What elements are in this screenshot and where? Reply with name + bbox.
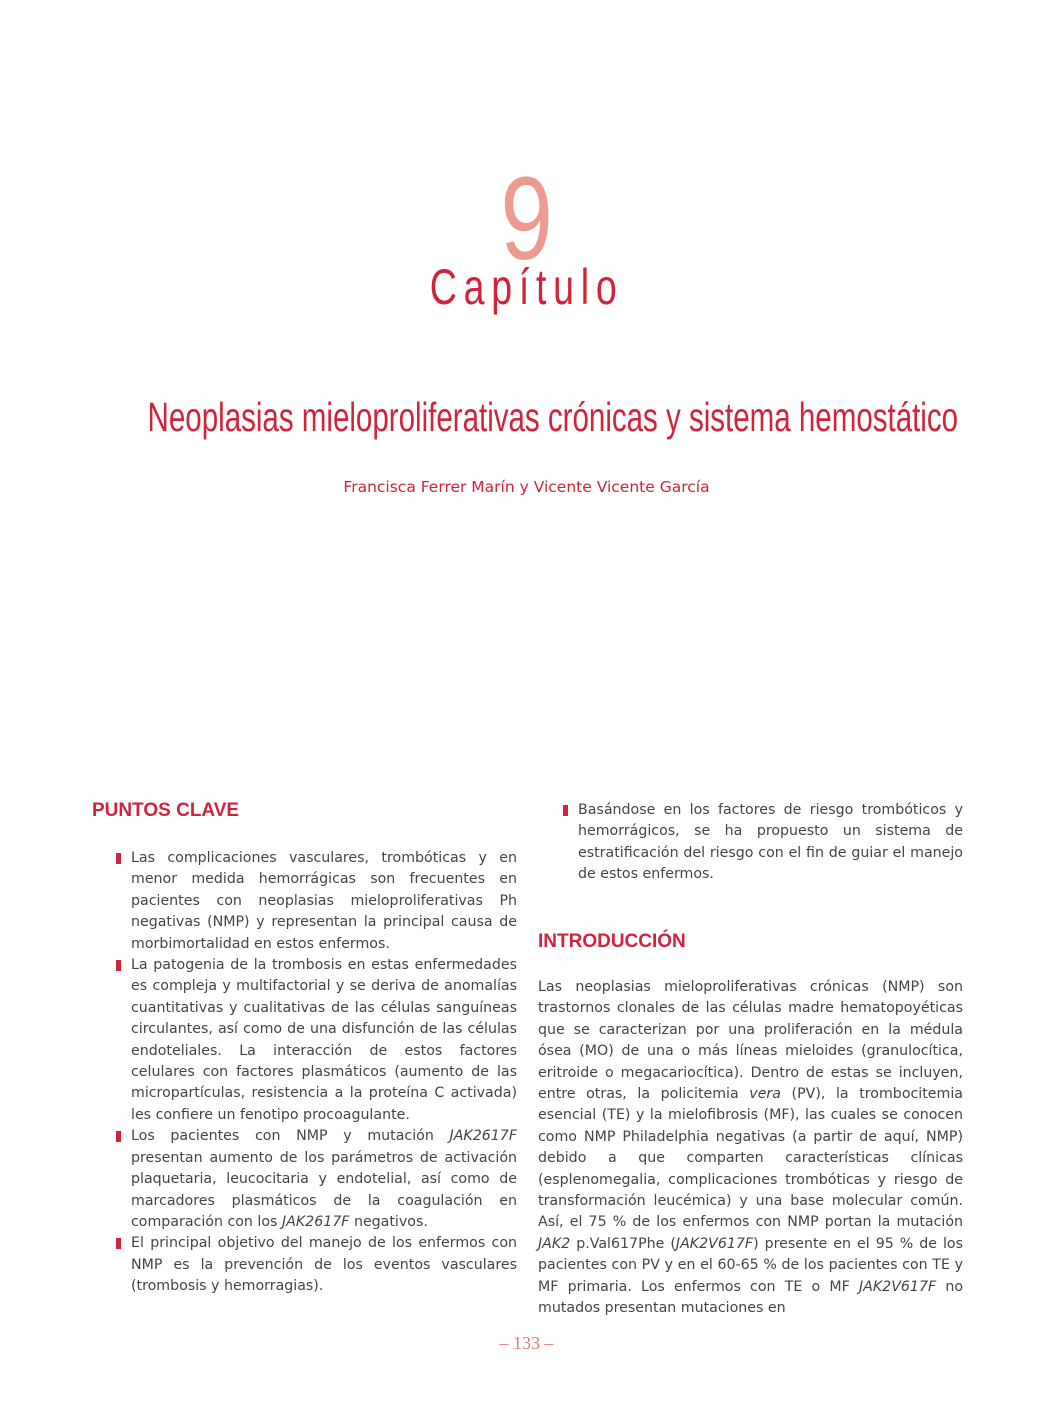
bullet-marker xyxy=(116,853,121,864)
key-point-text: La patogenia de la trombosis en estas enfermedades es compleja y multifactorial y se deriva de anomalías cuantitativas y cualitativas de las células sanguíneas circulantes, así como de una disfunción de las células endoteliales. La interacción de estos factores celulares con factores plasmáticos (aumento de las micropartículas, resistencia a la proteína C activada) les confiere un fenotipo procoagulante. xyxy=(131,957,517,1123)
chapter-title: Neoplasias mieloproliferativas crónicas y sistema hemostático xyxy=(147,394,959,440)
key-point-item xyxy=(561,800,963,886)
key-point-text: negativos. xyxy=(349,1213,428,1230)
gene-name: JAK2617F xyxy=(281,1213,350,1230)
page-number: – 133 – xyxy=(499,1333,554,1353)
key-point-text: Basándose en los factores de riesgo trombóticos y hemorrágicos, se ha propuesto un sistema de estratificación del riesgo con el fin de guiar el manejo de estos enfermos. xyxy=(578,802,963,883)
key-point-text: Los pacientes con NMP y mutación xyxy=(131,1128,450,1145)
chapter-number: 9 xyxy=(500,153,553,285)
gene-name: JAK2V617F xyxy=(858,1278,937,1295)
intro-text: Las neoplasias mieloproliferativas crónicas (NMP) son trastornos clonales de las células madre hematopoyéticas que se caracterizan por una proliferación en la médula ósea (MO) de una o más líneas mieloides (granulocítica, eritroide o megacariocítica). Dentro de estas se incluyen, entre otras, la policitemia xyxy=(538,979,963,1103)
bullet-marker xyxy=(563,805,568,816)
key-point-text: Las complicaciones vasculares, trombóticas y en menor medida hemorrágicas son frecuentes en pacientes con neoplasias mieloproliferativas Ph negativas (NMP) y representan la principal causa de morbimortalidad en estos enfermos. xyxy=(131,850,517,952)
intro-text: no mutados presentan mutaciones en xyxy=(538,1278,963,1317)
bullet-marker xyxy=(116,960,121,971)
bullet-marker xyxy=(116,1131,121,1142)
key-point-item xyxy=(114,1126,517,1233)
intro-heading: INTRODUCCIÓN xyxy=(538,931,686,952)
chapter-label: Capítulo xyxy=(429,259,624,315)
key-points-list-left xyxy=(114,848,517,1298)
key-point-text: presentan aumento de los parámetros de activación plaquetaria, leucocitaria y endotelial, así como de marcadores plasmáticos de la coagulación en comparación con los xyxy=(131,1149,517,1230)
bullet-marker xyxy=(116,1238,121,1249)
key-point-item xyxy=(114,955,517,1126)
key-points-list-right xyxy=(561,800,963,886)
key-point-item xyxy=(114,848,517,955)
gene-name: JAK2V617F xyxy=(675,1235,754,1252)
intro-text: p.Val617Phe ( xyxy=(570,1235,676,1252)
authors: Francisca Ferrer Marín y Vicente Vicente García xyxy=(343,478,710,496)
gene-name: JAK2 xyxy=(538,1235,571,1252)
key-points-heading: PUNTOS CLAVE xyxy=(92,800,240,821)
intro-paragraph xyxy=(538,977,963,1320)
intro-text: (PV), la trombocitemia esencial (TE) y la mielofibrosis (MF), las cuales se conocen como NMP Philadelphia negativas (a partir de aquí, NMP) debido a que comparten características clínicas (esplenomegalia, complicaciones trombóticas y riesgo de transformación leucémica) y una base molecular común. Así, el 75 % de los enfermos con NMP portan la mutación xyxy=(538,1086,963,1231)
key-point-text: El principal objetivo del manejo de los enfermos con NMP es la prevención de los eventos vasculares (trombosis y hemorragias). xyxy=(131,1235,517,1295)
gene-name: JAK2617F xyxy=(449,1128,517,1145)
intro-text: ) presente en el 95 % de los pacientes con PV y en el 60-65 % de los pacientes con TE y MF primaria. Los enfermos con TE o MF xyxy=(538,1235,964,1295)
intro-italic: vera xyxy=(749,1086,781,1103)
key-point-item xyxy=(114,1233,517,1297)
